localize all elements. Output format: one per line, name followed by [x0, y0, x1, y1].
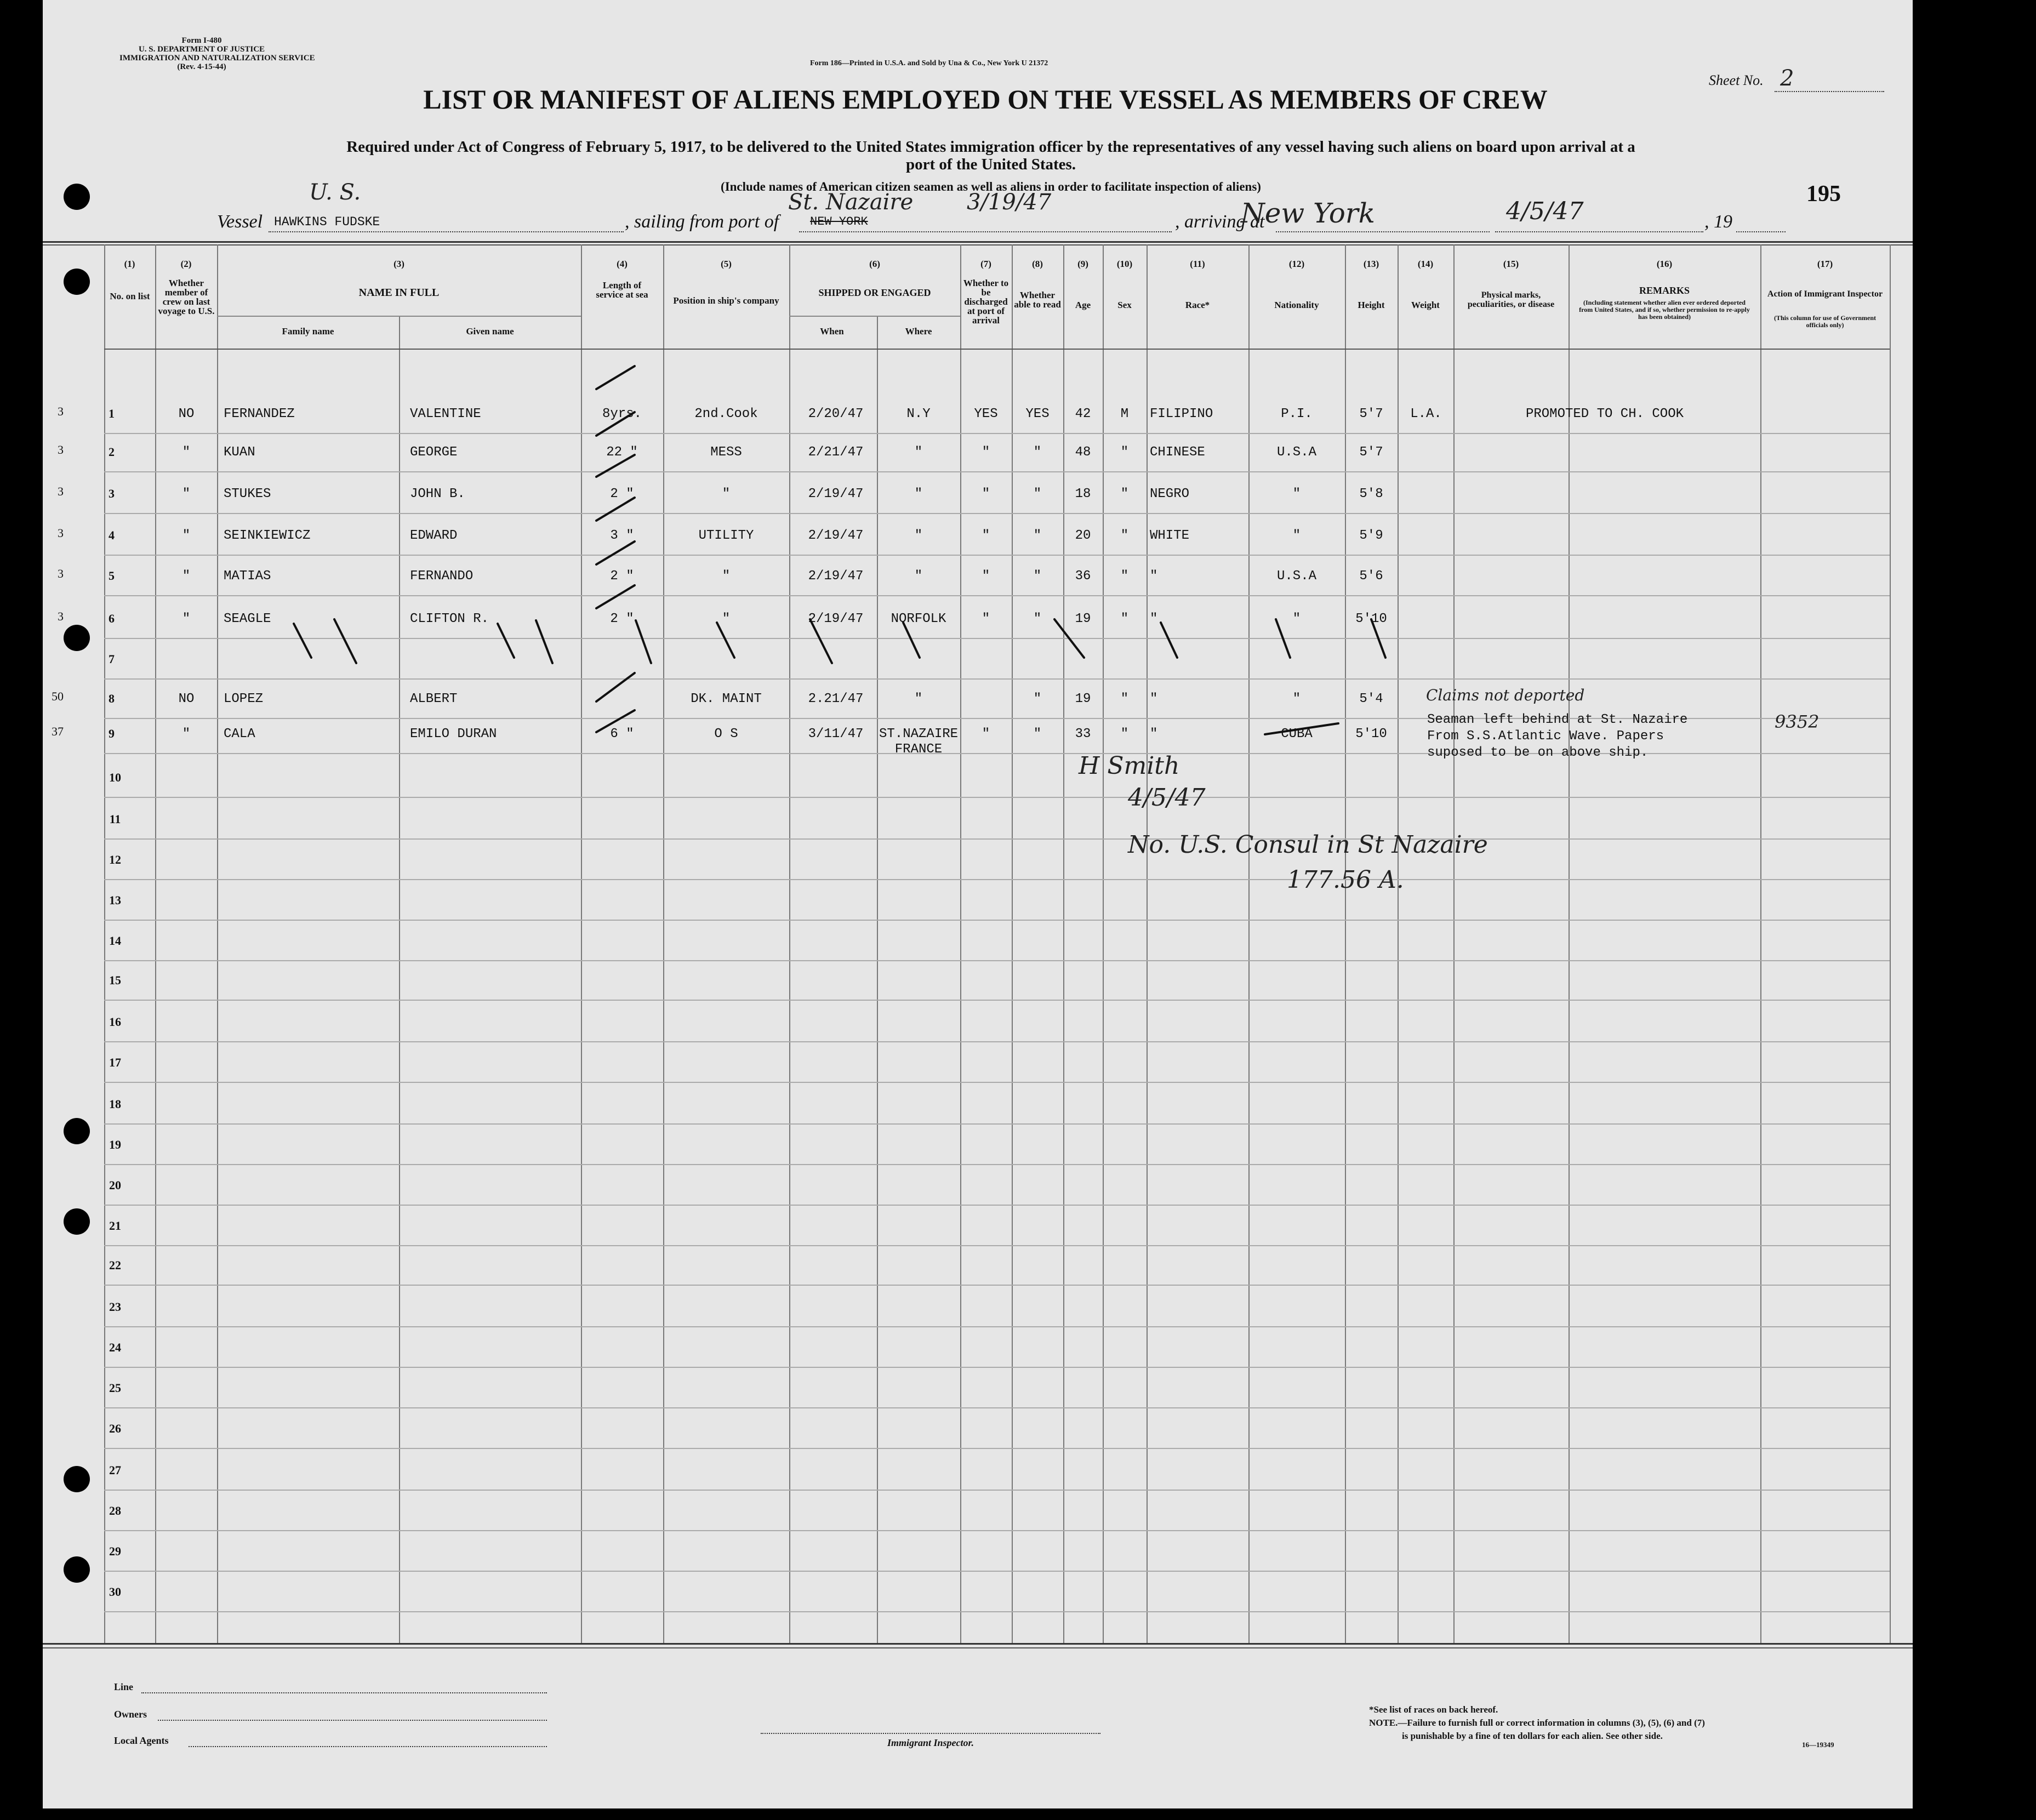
- form-title: LIST OR MANIFEST OF ALIENS EMPLOYED ON THE VESSEL AS MEMBERS OF CREW: [423, 84, 1548, 115]
- printer-line: Form 186—Printed in U.S.A. and Sold by Una & Co., New York U 21372: [810, 59, 1048, 67]
- row-number: 9: [109, 727, 115, 740]
- cell-when: 2/19/47: [808, 528, 864, 543]
- cell-age: 19: [1075, 692, 1091, 706]
- cell-service: 3 ": [610, 528, 634, 543]
- cell-family: FERNANDEZ: [224, 407, 295, 421]
- cell-race: WHITE: [1150, 528, 1190, 543]
- row-number: 8: [109, 692, 115, 705]
- cell-where: ": [914, 445, 923, 460]
- cell-height: 5'7: [1359, 407, 1383, 421]
- cell-family: SEAGLE: [224, 612, 271, 626]
- row-number: 19: [109, 1138, 121, 1151]
- row-number: 25: [109, 1381, 121, 1395]
- footer-owners-label: Owners: [114, 1709, 147, 1720]
- remarks-line: suposed to be on above ship.: [1427, 745, 1649, 760]
- cell-age: 42: [1075, 407, 1091, 421]
- cell-height: 5'8: [1359, 487, 1383, 501]
- col-header: Height: [1358, 300, 1385, 310]
- cell-given: JOHN B.: [410, 487, 465, 501]
- cell-crew: ": [182, 727, 191, 741]
- col-num: (14): [1417, 259, 1434, 269]
- cell-age: 36: [1075, 569, 1091, 584]
- cell-race: FILIPINO: [1150, 407, 1213, 421]
- col-header: Whether to be discharged at port of arrival: [963, 278, 1009, 326]
- row-rule: [104, 960, 1890, 961]
- row-rule: [104, 1164, 1890, 1165]
- col-header-note: (Including statement whether alien ever ordered deported from United States, and if so, whether permission to re-apply has been obtained): [1579, 299, 1750, 321]
- row-number: 2: [109, 445, 115, 459]
- col-num: (1): [124, 259, 135, 269]
- cell-where: FRANCE: [894, 742, 943, 757]
- row-number: 10: [109, 771, 121, 784]
- cell-read: ": [1033, 528, 1042, 543]
- cell-nationality: ": [1292, 612, 1301, 626]
- row-rule: [104, 1123, 1890, 1125]
- row-number: 12: [109, 853, 121, 866]
- cell-height: 5'9: [1359, 528, 1383, 543]
- cell-family: MATIAS: [224, 569, 271, 584]
- cell-service: 2 ": [610, 569, 634, 584]
- row-rule: [104, 879, 1890, 880]
- cell-discharged: ": [982, 612, 990, 626]
- row-rule: [104, 1367, 1890, 1368]
- cell-height: 5'4: [1359, 692, 1383, 706]
- cell-discharged: ": [982, 528, 990, 543]
- row-number: 30: [109, 1585, 121, 1599]
- cell-where: ST.NAZAIRE: [879, 727, 959, 741]
- col-header-note: (This column for use of Government officials only): [1773, 314, 1877, 329]
- cell-position: ": [722, 487, 731, 501]
- service: IMMIGRATION AND NATURALIZATION SERVICE: [119, 54, 315, 62]
- cell-position: O S: [714, 727, 738, 741]
- col-num: (10): [1116, 259, 1133, 269]
- margin-mark: 3: [58, 443, 64, 457]
- cell-height: 5'6: [1359, 569, 1383, 584]
- row-number: 11: [109, 812, 121, 826]
- form-subtitle: Required under Act of Congress of February 5, 1917, to be delivered to the United States immigration officer by the representatives of any vessel having such aliens on board upon arrival at a port of the United States.: [346, 138, 1635, 173]
- sheet-label: Sheet No.: [1709, 72, 1764, 88]
- cell-race: ": [1150, 569, 1158, 584]
- vessel-prefix: U. S.: [309, 180, 361, 205]
- cell-service: 2 ": [610, 487, 634, 501]
- remarks-line: From S.S.Atlantic Wave. Papers: [1427, 729, 1664, 744]
- cell-family: STUKES: [224, 487, 271, 501]
- punch-hole: [64, 1466, 90, 1492]
- row-number: 7: [109, 652, 115, 666]
- cell-age: 48: [1075, 445, 1091, 460]
- cell-read: ": [1033, 692, 1042, 706]
- remarks-line: Seaman left behind at St. Nazaire: [1427, 712, 1688, 727]
- row-number: 23: [109, 1300, 121, 1314]
- cell-read: ": [1033, 445, 1042, 460]
- col-header: Whether member of crew on last voyage to U.S.: [158, 278, 215, 316]
- races-note: *See list of races on back hereof.: [1369, 1704, 1498, 1715]
- cell-height: 5'7: [1359, 445, 1383, 460]
- col-header: NAME IN FULL: [358, 287, 440, 299]
- strike-marks: [43, 0, 1913, 767]
- row-rule: [104, 1326, 1890, 1327]
- cell-when: 2.21/47: [808, 692, 864, 706]
- cell-remarks: PROMOTED TO CH. COOK: [1525, 407, 1684, 421]
- col-subheader: Family name: [282, 326, 334, 336]
- col-header: SHIPPED OR ENGAGED: [818, 287, 931, 298]
- vessel-name: HAWKINS FUDSKE: [274, 215, 380, 229]
- cell-age: 20: [1075, 528, 1091, 543]
- punch-hole: [64, 1556, 90, 1583]
- row-number: 5: [109, 569, 115, 583]
- cell-sex: ": [1120, 612, 1129, 626]
- row-number: 14: [109, 934, 121, 948]
- footer-agents-label: Local Agents: [114, 1735, 169, 1746]
- sailing-date: 3/19/47: [967, 190, 1052, 215]
- cell-age: 19: [1075, 612, 1091, 626]
- row-number: 20: [109, 1178, 121, 1192]
- remarks-handwritten: Claims not deported: [1426, 686, 1585, 704]
- cell-discharged: ": [982, 487, 990, 501]
- row-rule: [104, 797, 1890, 798]
- cell-service: 22 ": [606, 445, 638, 460]
- row-number: 4: [109, 528, 115, 542]
- cell-given: EMILO DURAN: [410, 727, 497, 741]
- cell-race: CHINESE: [1150, 445, 1205, 460]
- col-num: (9): [1077, 259, 1088, 269]
- col-header: Length of service at sea: [596, 280, 648, 300]
- cell-nationality: U.S.A: [1276, 569, 1316, 584]
- cell-discharged: ": [982, 445, 990, 460]
- row-number: 17: [109, 1056, 121, 1069]
- cell-when: 2/19/47: [808, 612, 864, 626]
- cell-crew: ": [182, 528, 191, 543]
- row-number: 13: [109, 893, 121, 907]
- cell-family: KUAN: [224, 445, 255, 460]
- cell-where: ": [914, 692, 923, 706]
- row-rule: [104, 1571, 1890, 1572]
- arriving-date: 4/5/47: [1506, 197, 1584, 225]
- arriving-port: New York: [1241, 197, 1375, 229]
- cell-discharged: ": [982, 569, 990, 584]
- cell-when: 3/11/47: [808, 727, 864, 741]
- margin-mark: 3: [58, 609, 64, 623]
- row-rule: [104, 920, 1890, 921]
- col-num: (5): [721, 259, 732, 269]
- cell-read: ": [1033, 727, 1042, 741]
- form-instruction: (Include names of American citizen seamen as well as aliens in order to facilitate inspection of aliens): [721, 180, 1261, 193]
- cell-height: 5'10: [1355, 612, 1387, 626]
- col-header: Weight: [1411, 300, 1440, 310]
- row-rule: [104, 838, 1890, 840]
- margin-mark: 3: [58, 567, 64, 580]
- cell-position: MESS: [710, 445, 742, 460]
- consul-code: 177.56 A.: [1287, 866, 1404, 894]
- cell-when: 2/19/47: [808, 569, 864, 584]
- col-num: (13): [1363, 259, 1379, 269]
- row-rule: [104, 1082, 1890, 1083]
- inspector-code: 9352: [1775, 711, 1820, 732]
- cell-nationality: ": [1292, 692, 1301, 706]
- signature: H Smith: [1079, 752, 1180, 780]
- cell-when: 2/21/47: [808, 445, 864, 460]
- signature-date: 4/5/47: [1128, 784, 1206, 812]
- form-id: Form I-480: [181, 36, 222, 45]
- margin-mark: 37: [52, 724, 64, 738]
- cell-discharged: YES: [974, 407, 998, 421]
- cell-sex: ": [1120, 692, 1129, 706]
- cell-position: UTILITY: [698, 528, 754, 543]
- row-rule: [104, 1041, 1890, 1042]
- cell-family: SEINKIEWICZ: [224, 528, 311, 543]
- row-number: 15: [109, 973, 121, 987]
- cell-position: ": [722, 569, 731, 584]
- col-header: Action of Immigrant Inspector: [1767, 289, 1883, 299]
- cell-given: CLIFTON R.: [410, 612, 489, 626]
- department: U. S. DEPARTMENT OF JUSTICE: [138, 45, 265, 54]
- col-header: Position in ship's company: [673, 295, 779, 306]
- cell-race: ": [1150, 727, 1158, 741]
- col-num: (17): [1817, 259, 1833, 269]
- cell-nationality: ": [1292, 528, 1301, 543]
- sailing-port-struck: NEW YORK: [810, 215, 868, 229]
- margin-mark: 3: [58, 526, 64, 540]
- col-subheader: Where: [905, 326, 932, 336]
- cell-service: 2 ": [610, 612, 634, 626]
- cell-sex: ": [1120, 528, 1129, 543]
- row-number: 16: [109, 1015, 121, 1029]
- cell-crew: ": [182, 612, 191, 626]
- cell-given: GEORGE: [410, 445, 458, 460]
- col-num: (11): [1190, 259, 1205, 269]
- punch-hole: [64, 1208, 90, 1235]
- cell-given: VALENTINE: [410, 407, 481, 421]
- col-header: Whether able to read: [1014, 290, 1061, 310]
- cell-race: ": [1150, 612, 1158, 626]
- cell-position: DK. MAINT: [691, 692, 762, 706]
- cell-sex: M: [1120, 407, 1129, 421]
- col-header: Physical marks, peculiarities, or disease: [1467, 290, 1555, 309]
- cell-given: ALBERT: [410, 692, 458, 706]
- row-number: 27: [109, 1463, 121, 1477]
- col-num: (12): [1288, 259, 1305, 269]
- cell-where: ": [914, 528, 923, 543]
- footer-code: 16—19349: [1802, 1741, 1834, 1749]
- margin-mark: 3: [58, 404, 64, 418]
- col-header: Nationality: [1274, 300, 1319, 310]
- row-rule: [104, 1407, 1890, 1408]
- margin-mark: 3: [58, 484, 64, 498]
- cell-race: ": [1150, 692, 1158, 706]
- row-rule: [104, 1285, 1890, 1286]
- cell-read: ": [1033, 569, 1042, 584]
- cell-where: ": [914, 569, 923, 584]
- cell-crew: NO: [178, 692, 195, 706]
- cell-when: 2/19/47: [808, 487, 864, 501]
- col-subheader: When: [820, 326, 844, 336]
- col-num: (16): [1656, 259, 1673, 269]
- sheet-number: 2: [1780, 66, 1794, 91]
- cell-race: NEGRO: [1150, 487, 1190, 501]
- page-number: 195: [1806, 181, 1841, 207]
- cell-sex: ": [1120, 487, 1129, 501]
- row-rule: [104, 1245, 1890, 1246]
- footer-line-label: Line: [114, 1681, 134, 1692]
- cell-sex: ": [1120, 445, 1129, 460]
- cell-position: 2nd.Cook: [694, 407, 758, 421]
- row-number: 21: [109, 1219, 121, 1233]
- row-rule: [104, 1530, 1890, 1531]
- col-num: (3): [393, 259, 404, 269]
- cell-read: ": [1033, 487, 1042, 501]
- cell-family: LOPEZ: [224, 692, 264, 706]
- cell-crew: NO: [178, 407, 195, 421]
- cell-where: N.Y: [906, 407, 931, 421]
- cell-family: CALA: [224, 727, 255, 741]
- cell-crew: ": [182, 569, 191, 584]
- row-rule: [104, 1611, 1890, 1612]
- cell-sex: ": [1120, 569, 1129, 584]
- row-rule: [104, 1490, 1890, 1491]
- cell-weight: L.A.: [1410, 407, 1442, 421]
- col-header: Age: [1075, 300, 1091, 310]
- consul-note: No. U.S. Consul in St Nazaire: [1128, 831, 1488, 859]
- col-num: (6): [869, 259, 880, 269]
- sailing-port: St. Nazaire: [788, 190, 914, 215]
- col-num: (7): [980, 259, 991, 269]
- row-number: 28: [109, 1504, 121, 1517]
- footer-note: NOTE.—Failure to furnish full or correct information in columns (3), (5), (6) and (7): [1369, 1718, 1705, 1728]
- cell-service: 6 ": [610, 727, 634, 741]
- cell-discharged: ": [982, 727, 990, 741]
- cell-nationality: CUBA: [1281, 727, 1313, 741]
- cell-given: FERNANDO: [410, 569, 474, 584]
- row-rule: [104, 1205, 1890, 1206]
- row-number: 3: [109, 487, 115, 500]
- row-number: 29: [109, 1544, 121, 1558]
- row-number: 22: [109, 1258, 121, 1272]
- cell-read: ": [1033, 612, 1042, 626]
- row-number: 24: [109, 1340, 121, 1354]
- row-number: 1: [109, 407, 115, 420]
- revision: (Rev. 4-15-44): [177, 62, 226, 71]
- col-subheader: Given name: [466, 326, 514, 336]
- cell-height: 5'10: [1355, 727, 1387, 741]
- footer-note-2: is punishable by a fine of ten dollars for each alien. See other side.: [1402, 1731, 1663, 1741]
- cell-given: EDWARD: [410, 528, 458, 543]
- row-rule: [104, 1448, 1890, 1449]
- cell-age: 18: [1075, 487, 1091, 501]
- punch-hole: [64, 1118, 90, 1144]
- cell-read: YES: [1025, 407, 1050, 421]
- col-header: No. on list: [110, 291, 150, 301]
- cell-crew: ": [182, 445, 191, 460]
- col-header: Sex: [1117, 300, 1132, 310]
- cell-age: 33: [1075, 727, 1091, 741]
- year-label: , 19: [1704, 212, 1732, 232]
- footer-inspector-label: Immigrant Inspector.: [887, 1737, 974, 1748]
- cell-crew: ": [182, 487, 191, 501]
- cell-nationality: ": [1292, 487, 1301, 501]
- row-number: 18: [109, 1097, 121, 1111]
- sailing-label: , sailing from port of: [625, 212, 779, 232]
- margin-mark: 50: [52, 689, 64, 703]
- cell-nationality: P.I.: [1281, 407, 1313, 421]
- row-number: 26: [109, 1422, 121, 1435]
- cell-position: ": [722, 612, 731, 626]
- col-header: REMARKS: [1639, 285, 1690, 296]
- col-num: (4): [617, 259, 628, 269]
- manifest-sheet: [43, 0, 1913, 1808]
- col-num: (15): [1503, 259, 1519, 269]
- col-num: (8): [1032, 259, 1043, 269]
- cell-where: ": [914, 487, 923, 501]
- row-rule: [104, 1000, 1890, 1001]
- arriving-label: , arriving at: [1175, 212, 1265, 232]
- cell-service: 8yrs.: [602, 407, 642, 421]
- cell-sex: ": [1120, 727, 1129, 741]
- cell-when: 2/20/47: [808, 407, 864, 421]
- col-header: Race*: [1185, 300, 1210, 310]
- cell-nationality: U.S.A: [1276, 445, 1316, 460]
- col-num: (2): [180, 259, 192, 269]
- cell-where: NORFOLK: [891, 612, 946, 626]
- vessel-label: Vessel: [217, 212, 263, 232]
- row-number: 6: [109, 612, 115, 625]
